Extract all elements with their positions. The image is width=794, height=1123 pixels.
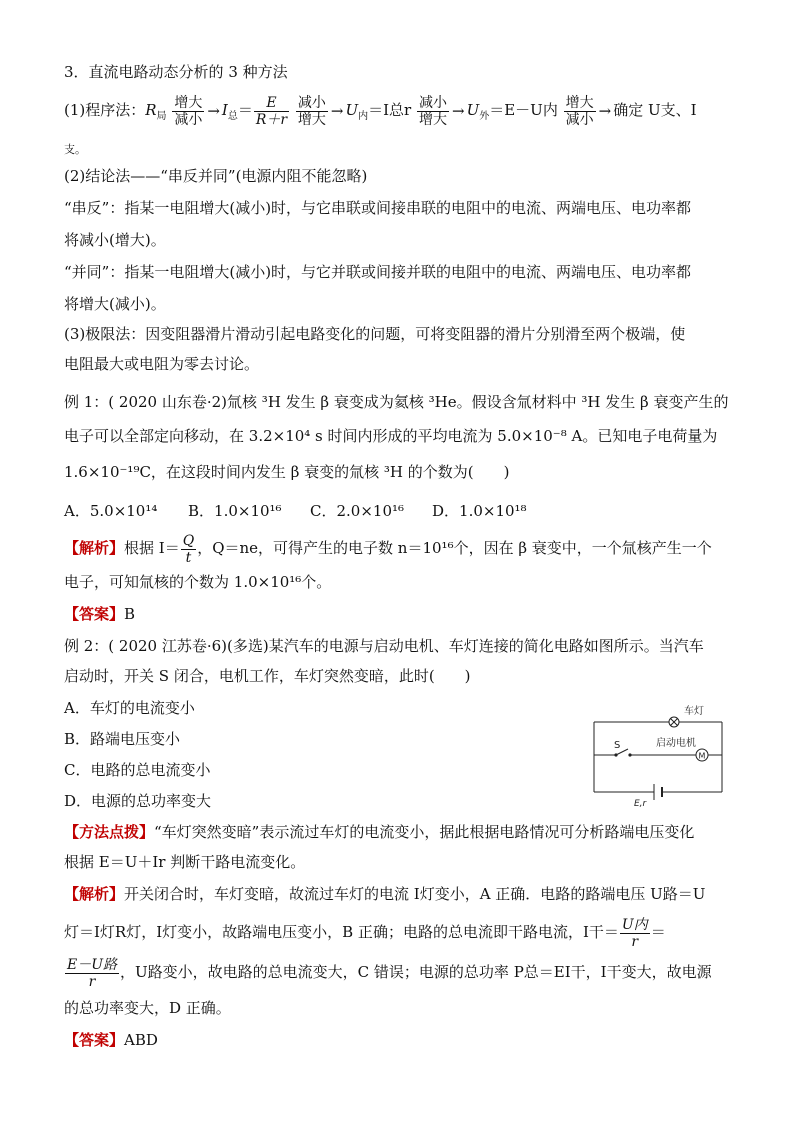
example1-option-b: B．1.0×10¹⁶ bbox=[188, 502, 282, 520]
parallel-rule-1: “并同”：指某一电阻增大(减小)时，与它并联或间接并联的电阻中的电流、两端电压、电功率都 bbox=[64, 263, 692, 281]
program-label: (1)程序法： bbox=[64, 101, 146, 119]
example1-line1: 例 1：( 2020 山东卷·2)氚核 ³H 发生 β 衰变成为氦核 ³He。假设含氚材料中 ³H 发生 β 衰变产生的 bbox=[64, 393, 729, 411]
circuit-diagram bbox=[584, 700, 734, 808]
battery-label: E,r bbox=[634, 799, 647, 808]
example2-analysis-1: 【解析】开关闭合时，车灯变暗，故流过车灯的电流 I灯变小，A 正确．电路的路端电压 U路＝U bbox=[64, 885, 706, 903]
example2-option-c: C．电路的总电流变小 bbox=[64, 761, 211, 779]
example2-analysis-2: 灯＝I灯R灯，I灯变小，故路端电压变小，B 正确；电路的总电流即干路电流，I干＝ $\frac{\text{U内}}{r}$ ＝ bbox=[64, 916, 666, 950]
motor-icon bbox=[696, 749, 708, 761]
conclusion-label: (2)结论法——“串反并同”(电源内阻不能忽略) bbox=[64, 167, 368, 185]
example1-analysis-1: 【解析】根据 I＝ $\frac{Q}{t}$ ，Q＝ne，可得产生的电子数 n＝10¹⁶个，因在 β 衰变中，一个氚核产生一个 bbox=[64, 532, 712, 566]
example1-line2: 电子可以全部定向移动，在 3.2×10⁴ s 时间内形成的平均电流为 5.0×10⁻⁸ A。已知电子电荷量为 bbox=[64, 427, 718, 445]
arrow-label-4: $\frac{\text{增大}}{\text{减小}}$ bbox=[565, 94, 594, 128]
battery-icon bbox=[654, 784, 662, 800]
lamp-label: 车灯 bbox=[684, 706, 704, 717]
motor-label: 启动电机 bbox=[656, 738, 696, 749]
arrow-icon: → bbox=[207, 102, 220, 120]
section-title: 3．直流电路动态分析的 3 种方法 bbox=[64, 63, 288, 81]
series-rule-1: “串反”：指某一电阻增大(减小)时，与它串联或间接串联的电阻中的电流、两端电压、电功率都 bbox=[64, 199, 692, 217]
arrow-icon: → bbox=[598, 102, 612, 120]
fraction-Q-over-t: $\frac{Q}{t}$ bbox=[182, 532, 195, 566]
fraction-E-over-Rr: $\frac{E}{R+r}$ bbox=[255, 94, 288, 128]
example2-analysis-4: 的总功率变大，D 正确。 bbox=[64, 999, 231, 1017]
lamp-icon bbox=[669, 717, 679, 727]
series-rule-2: 将减小(增大)。 bbox=[64, 231, 166, 249]
example2-option-d: D．电源的总功率变大 bbox=[64, 792, 212, 810]
example1-analysis-2: 电子，可知氚核的个数为 1.0×10¹⁶个。 bbox=[64, 573, 332, 591]
limit-method-1: (3)极限法：因变阻器滑片滑动引起电路变化的问题，可将变阻器的滑片分别滑至两个极端，使 bbox=[64, 325, 686, 343]
example1-line3: 1.6×10⁻¹⁹C，在这段时间内发生 β 衰变的氚核 ³H 的个数为( ) bbox=[64, 463, 510, 481]
program-tail: 支。 bbox=[64, 143, 86, 156]
example2-tip-2: 根据 E＝U＋Ir 判断干路电流变化。 bbox=[64, 853, 306, 871]
fraction-E-minus-U-over-r: $\frac{\text{E－U路}}{r}$ bbox=[67, 956, 118, 990]
example2-option-a: A．车灯的电流变小 bbox=[64, 699, 195, 717]
example1-option-c: C．2.0×10¹⁶ bbox=[310, 502, 405, 520]
example2-tip-1: 【方法点拨】“车灯突然变暗”表示流过车灯的电流变小，据此根据电路情况可分析路端电压变化 bbox=[64, 823, 695, 841]
arrow-label-2: $\frac{\text{减小}}{\text{增大}}$ bbox=[297, 94, 326, 128]
example2-line1: 例 2：( 2020 江苏卷·6)(多选)某汽车的电源与启动电机、车灯连接的简化电路如图所示。当汽车 bbox=[64, 637, 704, 655]
example2-line2: 启动时，开关 S 闭合，电机工作，车灯突然变暗，此时( ) bbox=[64, 667, 471, 685]
example1-option-a: A．5.0×10¹⁴ bbox=[64, 502, 158, 520]
program-method-line: (1)程序法：$R_局$ $\frac{\text{增大}}{\text{减小}}$ → $I_总=$ $\frac{E}{R+r}$ $\frac{\text{减小}}{\text{增大}}$ → $U_内=I$总r $\frac{\text{减小}}{\text{增大}}$ → $U_外=E-U$内 $\frac{\text{增大}}{\text{减小}}$ → 确定 U支、I bbox=[64, 88, 697, 132]
svg-text:M: M bbox=[698, 751, 706, 761]
example2-answer: 【答案】ABD bbox=[64, 1031, 158, 1049]
arrow-icon: → bbox=[330, 102, 344, 120]
example2-analysis-3: $\frac{\text{E－U路}}{r}$ ，U路变小，故电路的总电流变大，C 错误；电源的总功率 P总＝EI干，I干变大，故电源 bbox=[67, 956, 712, 990]
switch-icon bbox=[614, 753, 617, 756]
fraction-Uin-over-r: $\frac{\text{U内}}{r}$ bbox=[621, 916, 648, 950]
limit-method-2: 电阻最大或电阻为零去讨论。 bbox=[64, 355, 260, 373]
example2-option-b: B．路端电压变小 bbox=[64, 730, 181, 748]
arrow-label-3: $\frac{\text{减小}}{\text{增大}}$ bbox=[419, 94, 447, 128]
arrow-label-1: $\frac{\text{增大}}{\text{减小}}$ bbox=[174, 94, 203, 128]
arrow-icon: → bbox=[452, 102, 465, 120]
example1-answer: 【答案】B bbox=[64, 605, 136, 623]
switch-label: S bbox=[614, 740, 621, 751]
example1-option-d: D．1.0×10¹⁸ bbox=[432, 502, 527, 520]
parallel-rule-2: 将增大(减小)。 bbox=[64, 295, 166, 313]
